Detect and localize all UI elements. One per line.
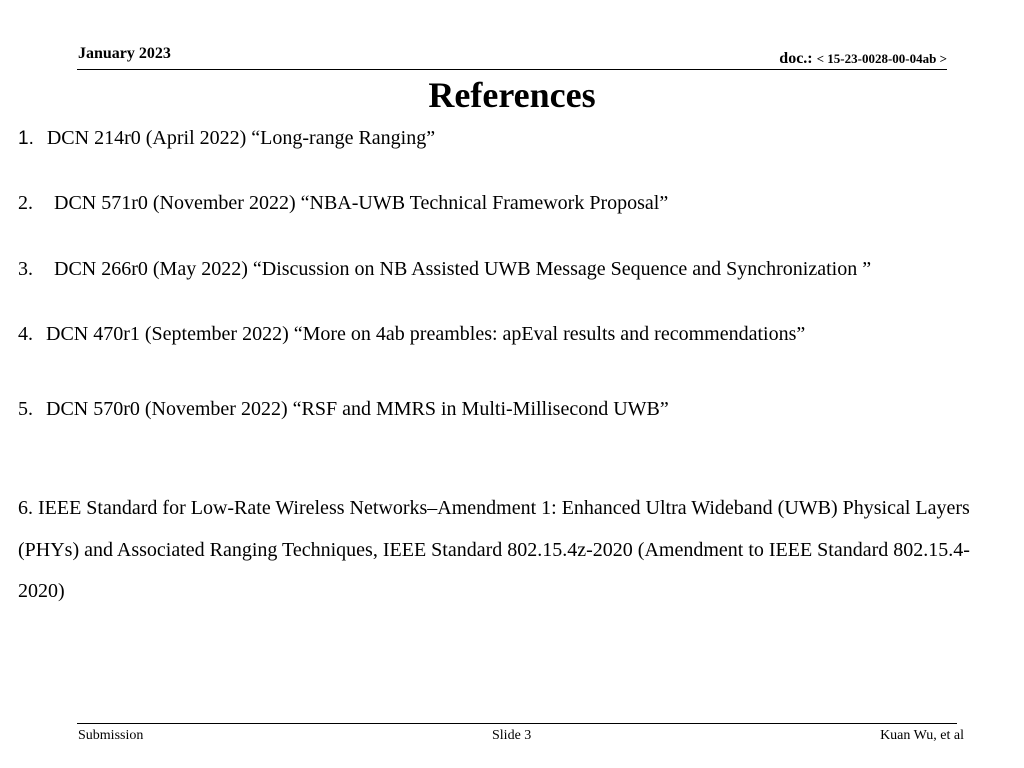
footer-divider xyxy=(77,723,957,724)
reference-number: 1. xyxy=(18,128,34,149)
reference-text: IEEE Standard for Low-Rate Wireless Networks–Amendment 1: Enhanced Ultra Wideband (UWB) Physical Layers (PHYs) and Associated Ranging Techniques, IEEE Standard 802.15.4z-2020 (Amendment to IEEE Standard 802.15.4-2020) xyxy=(18,497,970,602)
header-date: January 2023 xyxy=(78,45,171,62)
doc-label: doc.: xyxy=(779,50,817,67)
footer-slide-number: Slide 3 xyxy=(492,728,532,743)
reference-text: DCN 214r0 (April 2022) “Long-range Ranging” xyxy=(46,127,436,149)
reference-text: DCN 266r0 (May 2022) “Discussion on NB Assisted UWB Message Sequence and Synchronization ” xyxy=(54,258,872,280)
reference-item-3 xyxy=(18,257,871,281)
reference-item-4 xyxy=(18,322,805,346)
reference-number: 4. xyxy=(18,323,33,345)
slide-title: References xyxy=(428,75,596,115)
reference-item-6 xyxy=(18,488,1008,613)
reference-item-1 xyxy=(18,126,435,151)
reference-number: 2. xyxy=(18,192,33,214)
header-divider xyxy=(77,69,947,70)
reference-text: DCN 570r0 (November 2022) “RSF and MMRS in Multi-Millisecond UWB” xyxy=(46,398,669,420)
header-doc-id xyxy=(779,50,947,68)
reference-number: 3. xyxy=(18,258,33,280)
doc-number: < 15-23-0028-00-04ab > xyxy=(816,51,947,66)
footer-author: Kuan Wu, et al xyxy=(880,728,964,743)
reference-text: DCN 571r0 (November 2022) “NBA-UWB Technical Framework Proposal” xyxy=(54,192,669,214)
reference-text: DCN 470r1 (September 2022) “More on 4ab preambles: apEval results and recommendations” xyxy=(46,323,806,345)
reference-number: 5. xyxy=(18,398,33,420)
reference-number: 6. xyxy=(18,497,33,519)
footer-submission: Submission xyxy=(78,728,144,743)
reference-item-2 xyxy=(18,191,668,215)
reference-item-5 xyxy=(18,397,669,421)
